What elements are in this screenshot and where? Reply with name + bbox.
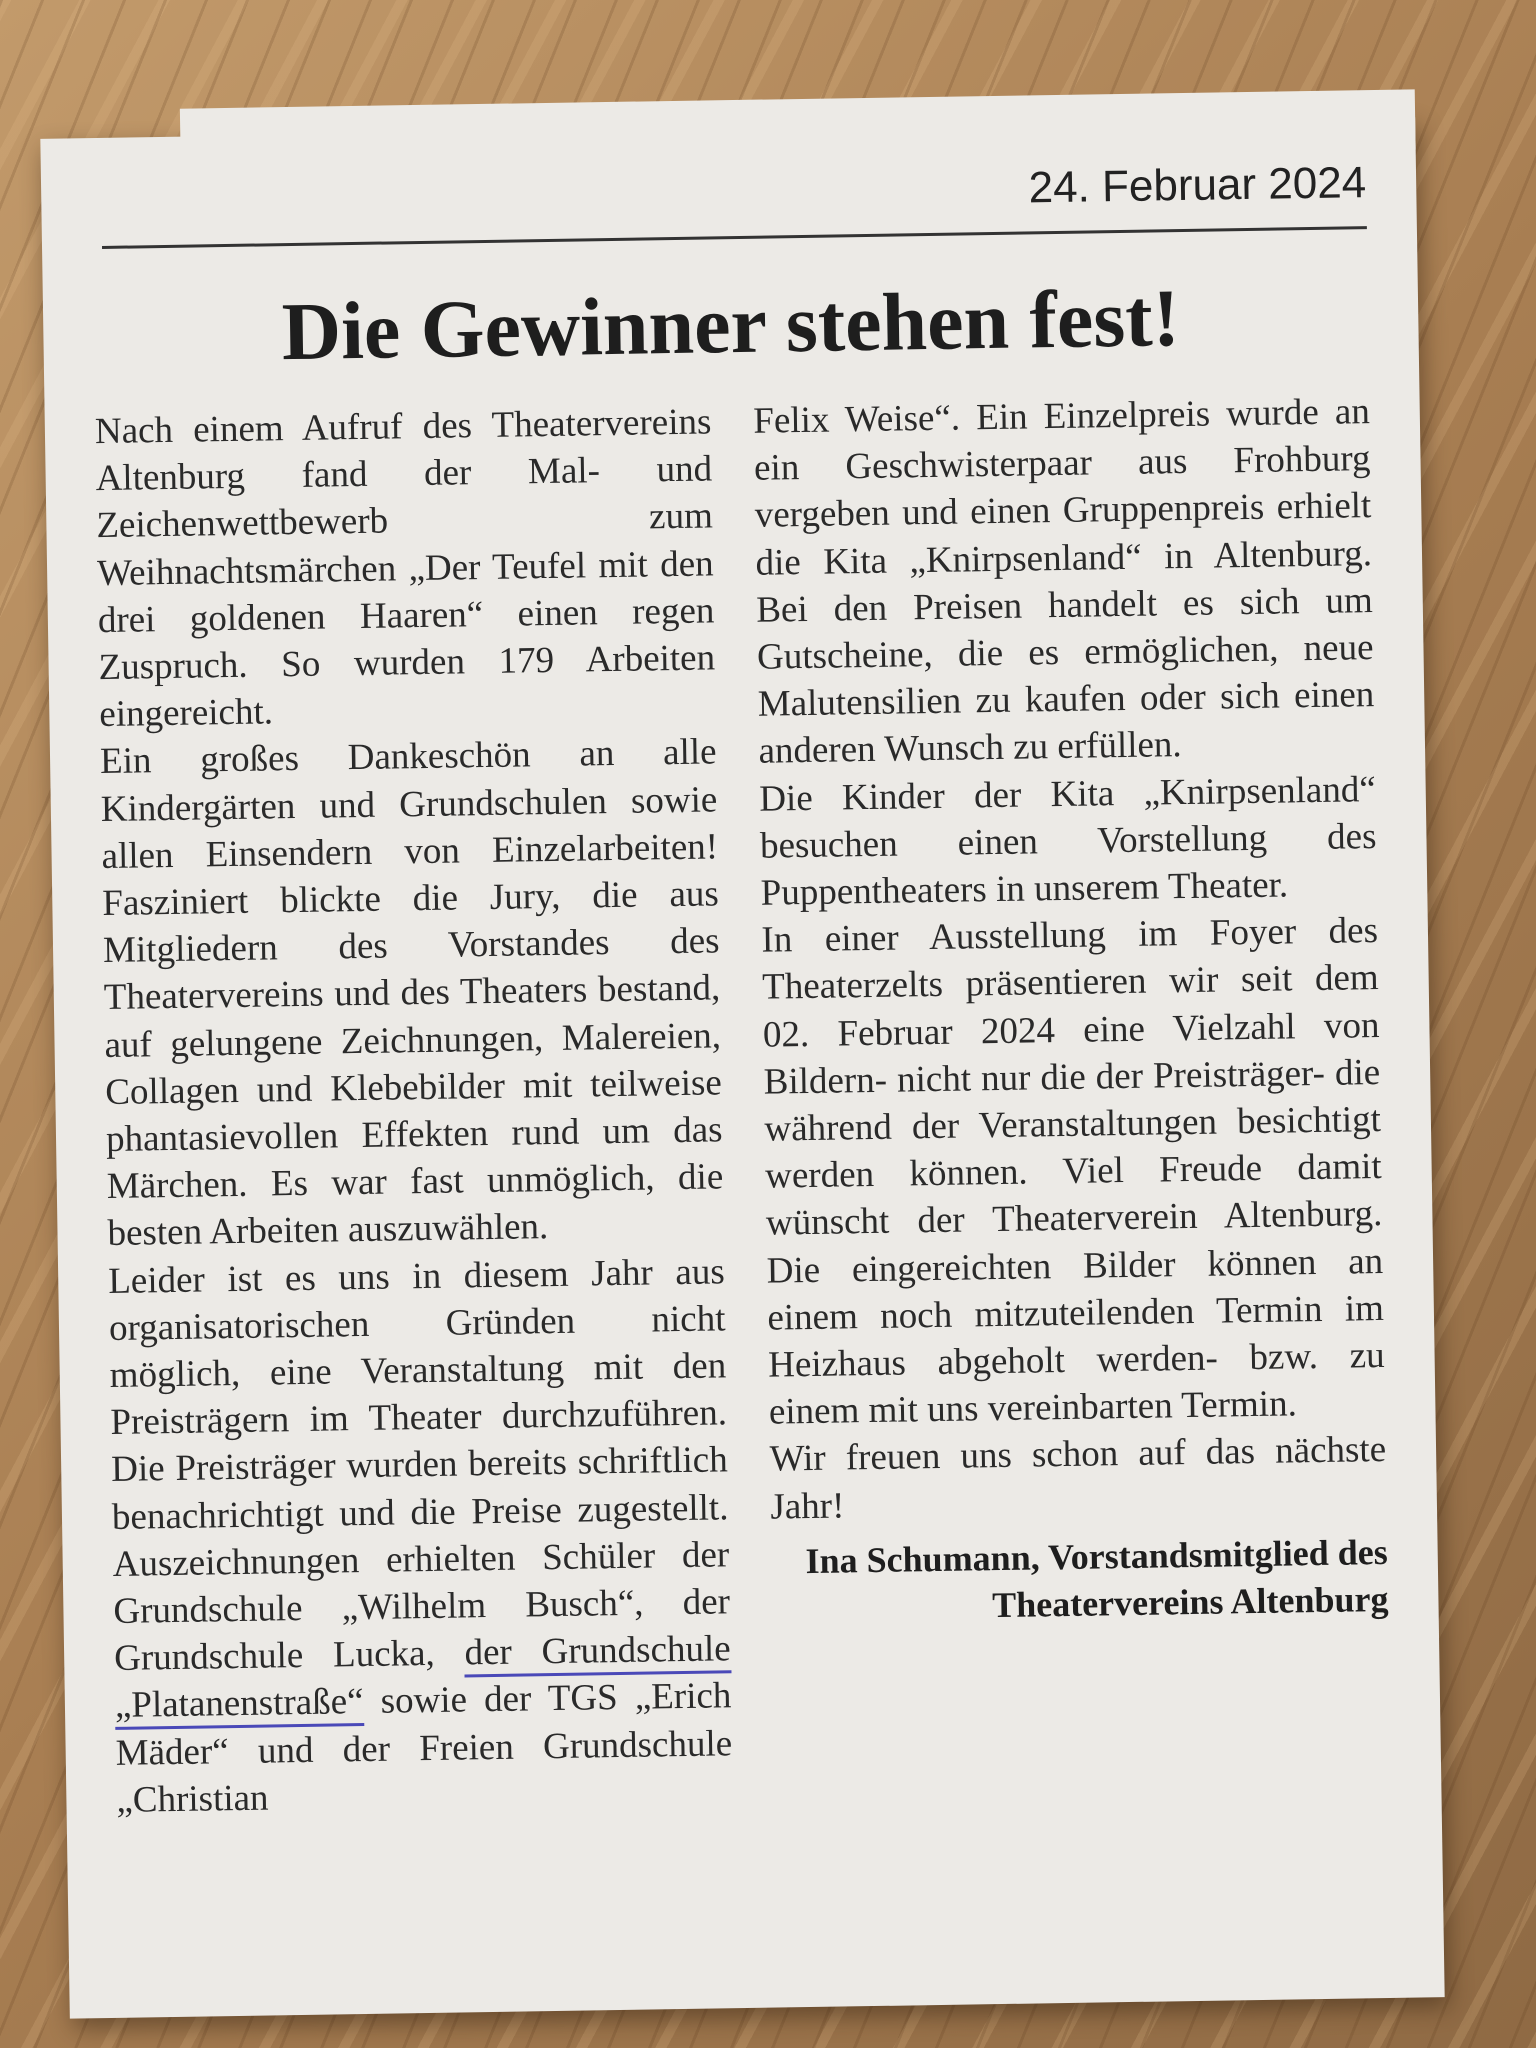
paragraph: Wir freuen uns schon auf das nächste Jahr! [769,1429,1387,1528]
underlined-text: der Grundschule „Platanenstraße“ [115,1629,731,1731]
paragraph: Ein großes Dankeschön an alle Kindergärten und Grundschulen sowie allen Einsendern von Einzelarbeiten! Fasziniert blickte die Jury, die aus Mitgliedern des Vorstandes des Theatervereins und des Theaters bestand, auf gelungene Zeichnungen, Malereien, Collagen und Klebebilder mit teilweise phantasievollen Effekten rund um das Märchen. Es war fast unmöglich, die besten Arbeiten auszuwählen. [99,731,724,1255]
paragraph: Nach einem Aufruf des Theatervereins Altenburg fand der Mal- und Zeichenwettbewerb zum Weihnachtsmärchen „Der Teufel mit den drei goldenen Haaren“ einen regen Zuspruch. So wurden 179 Arbeiten eingereicht. [94,401,716,736]
paragraph [108,1248,733,1824]
left-column [95,398,736,1987]
newspaper-clipping [40,117,1444,2018]
publication-date: 24. Februar 2024 [1028,158,1367,213]
paragraph: In einer Ausstellung im Foyer des Theaterzelts präsentieren wir seit dem 02. Februar 2024 eine Vielzahl von Bildern- nicht nur die der Preisträger- die während der Veranstaltungen besichtigt werden können. Viel Freude damit wünscht der Theaterverein Altenburg. Die eingereichten Bilder können an einem noch mitzuteilenden Termin im Heizhaus abgeholt werden- bzw. zu einem mit uns vereinbarten Termin. [761,910,1385,1433]
paragraph: Felix Weise“. Ein Einzelpreis wurde an ein Geschwisterpaar aus Frohburg vergeben und einen Gruppenpreis erhielt die Kita „Knirpsenland“ in Altenburg. Bei den Preisen handelt es sich um Gutscheine, die es ermöglichen, neue Malutensilien zu kaufen oder sich einen anderen Wunsch zu erfüllen. [753,391,1375,773]
author-byline: Ina Schumann, Vorstandsmitglied des Theatervereins Altenburg [805,1531,1389,1626]
article-body [95,388,1395,1988]
paragraph-text: Leider ist es uns in diesem Jahr aus organisatorischen Gründen nicht möglich, eine Veranstaltung mit den Preisträgern im Theater durchzuführen. Die Preisträger wurden bereits schriftlich benachrichtigt und die Preise zugestellt. Auszeichnungen erhielten Schüler der Grundschule „Wilhelm Busch“, der Grundschule Lucka, [107,1250,731,1680]
paragraph-text: sowie der TGS „Erich Mäder“ und der Freien Grundschule „Christian [115,1675,733,1821]
article-headline: Die Gewinner stehen fest! [281,272,1181,378]
right-column [753,388,1394,1977]
paragraph: Die Kinder der Kita „Knirpsenland“ besuchen einen Vorstellung des Puppentheaters in unserem Theater. [758,768,1377,914]
header-rule [102,226,1367,249]
